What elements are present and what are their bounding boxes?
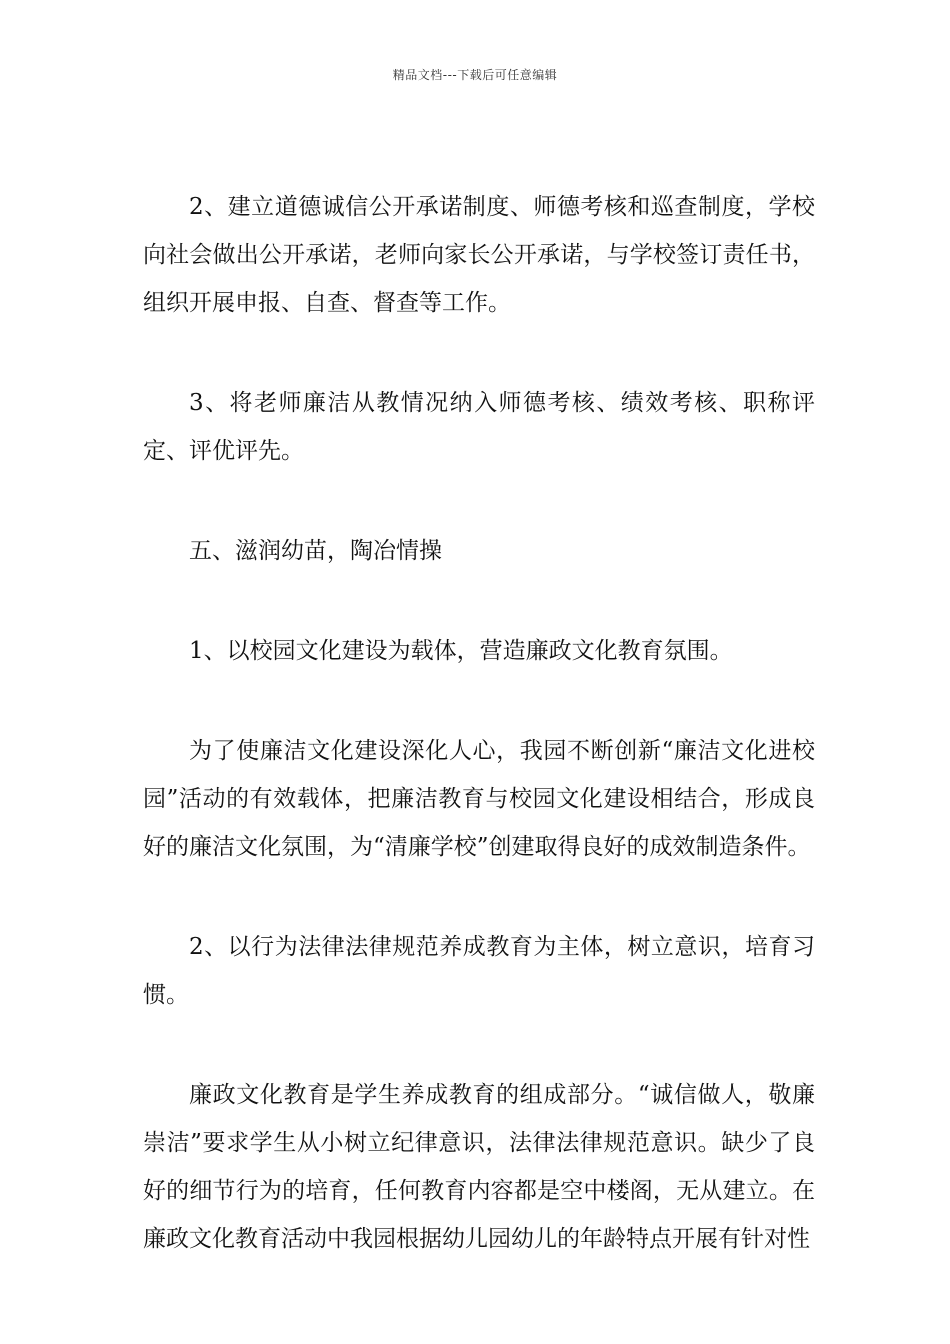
section-heading-five: 五、滋润幼苗，陶冶情操 — [189, 538, 442, 564]
paragraph-innovation: 为了使廉洁文化建设深化人心，我园不断创新“廉洁文化进校园”活动的有效载体，把廉洁教育与校园文化建设相结合，形成良好的廉洁文化氛围，为“清廉学校”创建取得良好的成效制造条件。 — [143, 738, 815, 860]
paragraph-teacher-integrity: 3、将老师廉洁从教情况纳入师德考核、绩效考核、职称评定、评优评先。 — [143, 390, 815, 464]
page-header: 精品文档---下载后可任意编辑 — [392, 68, 558, 82]
document-body — [143, 183, 815, 1263]
paragraph-behavior-norms: 2、以行为法律法律规范养成教育为主体，树立意识，培育习惯。 — [143, 934, 815, 1008]
paragraph-education-part: 廉政文化教育是学生养成教育的组成部分。“诚信做人，敬廉崇洁”要求学生从小树立纪律意识，法律法律规范意识。缺少了良好的细节行为的培育，任何教育内容都是空中楼阁，无从建立。在廉政文化教育活动中我园根据幼儿园幼儿的年龄特点开展有针对性 — [143, 1082, 815, 1252]
paragraph-campus-culture: 1、以校园文化建设为载体，营造廉政文化教育氛围。 — [189, 638, 733, 664]
paragraph-commitment-system: 2、建立道德诚信公开承诺制度、师德考核和巡查制度，学校向社会做出公开承诺，老师向家长公开承诺，与学校签订责任书，组织开展申报、自查、督查等工作。 — [143, 194, 815, 316]
